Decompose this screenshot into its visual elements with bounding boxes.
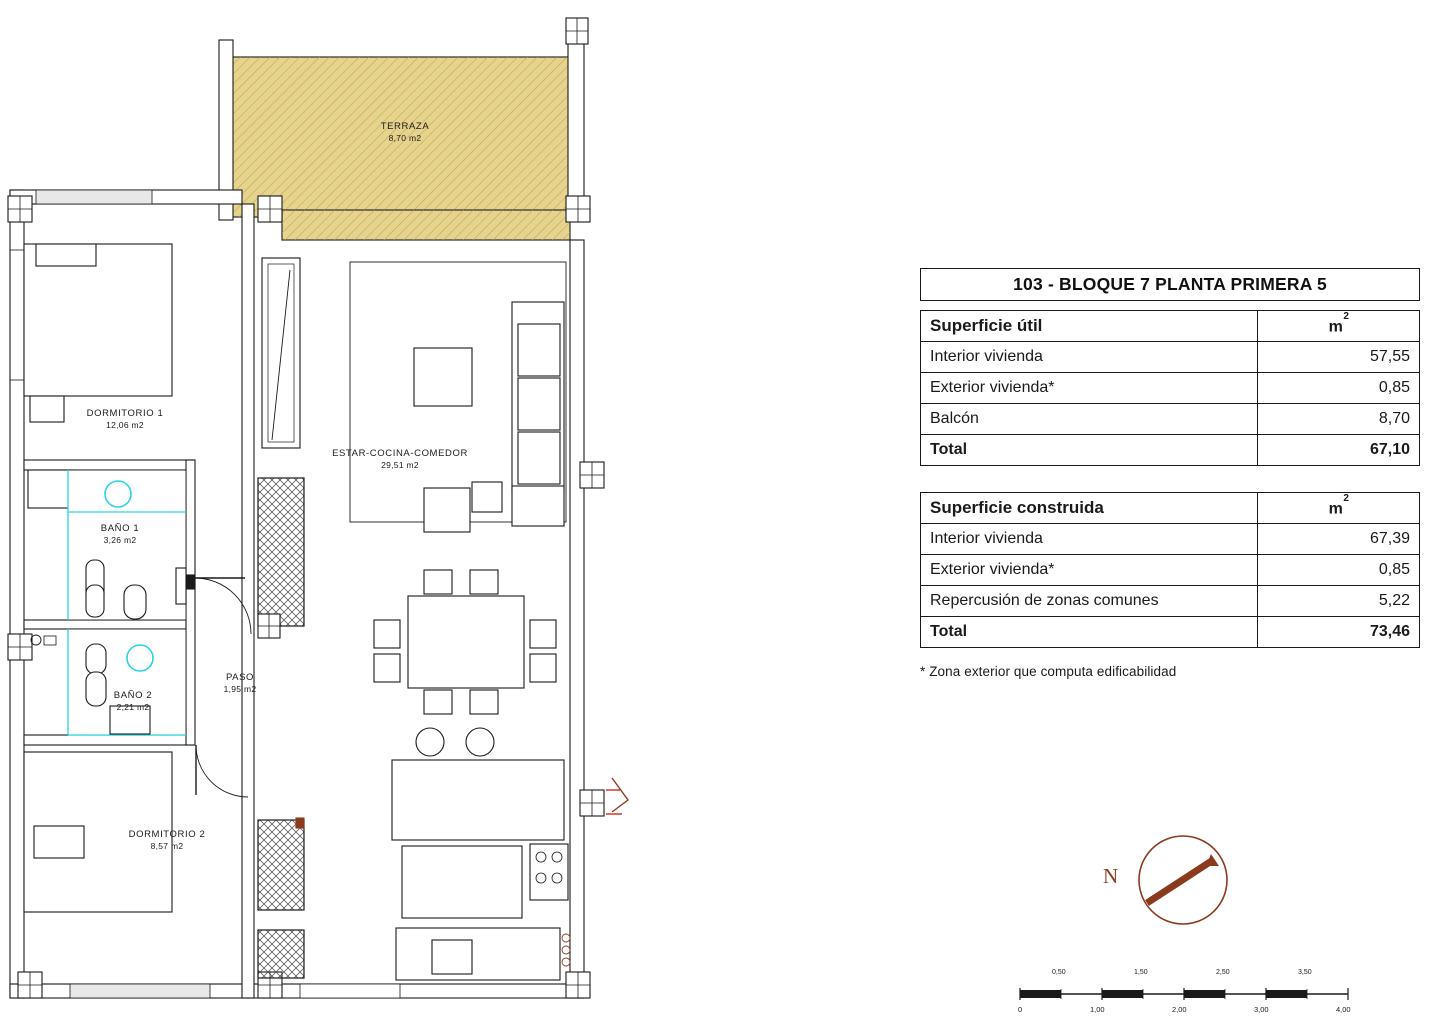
- room-label-dormitorio-1: [55, 408, 195, 431]
- total-label: Total: [921, 617, 1258, 648]
- table-header-row: [921, 493, 1420, 524]
- room-label-dormitorio-2: [97, 829, 237, 852]
- unit-exponent: 2: [1343, 492, 1349, 504]
- footnote: * Zona exterior que computa edificabilidad: [920, 664, 1177, 679]
- table-row: [921, 342, 1420, 373]
- table-header-row: [921, 311, 1420, 342]
- table-header-label: Superficie construida: [921, 493, 1258, 524]
- room-area: 8,57 m2: [150, 840, 184, 851]
- compass-rose: [1085, 828, 1265, 938]
- table-row: [921, 373, 1420, 404]
- unit-exponent: 2: [1343, 310, 1349, 322]
- room-area: 3,26 m2: [103, 534, 137, 545]
- row-label: Balcón: [921, 404, 1258, 435]
- scale-lower-label: 0: [1018, 1005, 1023, 1014]
- unit-symbol: m: [1328, 318, 1343, 335]
- room-name: ESTAR-COCINA-COMEDOR: [332, 448, 468, 459]
- table-header-label: Superficie útil: [921, 311, 1258, 342]
- scale-lower-label: 1,00: [1090, 1005, 1105, 1014]
- room-name: PASO: [225, 672, 255, 683]
- room-area: 12,06 m2: [106, 419, 144, 430]
- total-label: Total: [921, 435, 1258, 466]
- room-label-bano-1: [60, 523, 180, 546]
- scale-upper-label: 0,50: [1052, 969, 1066, 976]
- row-value: 0,85: [1258, 373, 1420, 404]
- room-area: 2,21 m2: [116, 701, 150, 712]
- room-label-terraza: [345, 121, 465, 144]
- room-name: TERRAZA: [380, 121, 430, 132]
- unit-symbol: m: [1328, 500, 1343, 517]
- scale-bar: [1010, 969, 1360, 1020]
- surface-construida-table: [920, 492, 1420, 648]
- row-value: 5,22: [1258, 586, 1420, 617]
- scale-upper-label: 1,50: [1134, 969, 1148, 976]
- room-name: BAÑO 1: [100, 523, 140, 534]
- table-row: [921, 555, 1420, 586]
- scale-lower-label: 3,00: [1254, 1005, 1269, 1014]
- room-label-paso: [185, 672, 295, 695]
- table-header-unit: [1258, 493, 1420, 524]
- row-label: Repercusión de zonas comunes: [921, 586, 1258, 617]
- info-panel: [920, 268, 1420, 679]
- row-value: 8,70: [1258, 404, 1420, 435]
- row-value: 67,39: [1258, 524, 1420, 555]
- room-label-estar-cocina-comedor: [300, 448, 500, 471]
- row-label: Exterior vivienda*: [921, 373, 1258, 404]
- row-label: Interior vivienda: [921, 342, 1258, 373]
- row-value: 57,55: [1258, 342, 1420, 373]
- row-label: Exterior vivienda*: [921, 555, 1258, 586]
- page-title: 103 - BLOQUE 7 PLANTA PRIMERA 5: [1013, 274, 1327, 294]
- compass-north-label: N: [1103, 864, 1119, 888]
- room-area: 8,70 m2: [388, 132, 422, 143]
- table-total-row: [921, 435, 1420, 466]
- total-value: 67,10: [1258, 435, 1420, 466]
- scale-lower-label: 2,00: [1172, 1005, 1187, 1014]
- floor-plan-drawing: [0, 0, 680, 1024]
- room-name: DORMITORIO 1: [86, 408, 164, 419]
- table-total-row: [921, 617, 1420, 648]
- plan-title-box: [920, 268, 1420, 301]
- total-value: 73,46: [1258, 617, 1420, 648]
- room-area: 1,95 m2: [223, 683, 257, 694]
- room-name: DORMITORIO 2: [128, 829, 206, 840]
- row-value: 0,85: [1258, 555, 1420, 586]
- room-area: 29,51 m2: [381, 459, 419, 470]
- scale-upper-label: 3,50: [1298, 969, 1312, 976]
- table-row: [921, 586, 1420, 617]
- table-header-unit: [1258, 311, 1420, 342]
- scale-lower-label: 4,00: [1336, 1005, 1351, 1014]
- table-row: [921, 524, 1420, 555]
- floor-plan: [0, 0, 680, 1024]
- surface-util-table: [920, 310, 1420, 466]
- row-label: Interior vivienda: [921, 524, 1258, 555]
- room-name: BAÑO 2: [113, 690, 153, 701]
- table-row: [921, 404, 1420, 435]
- scale-upper-label: 2,50: [1216, 969, 1230, 976]
- room-label-bano-2: [73, 690, 193, 713]
